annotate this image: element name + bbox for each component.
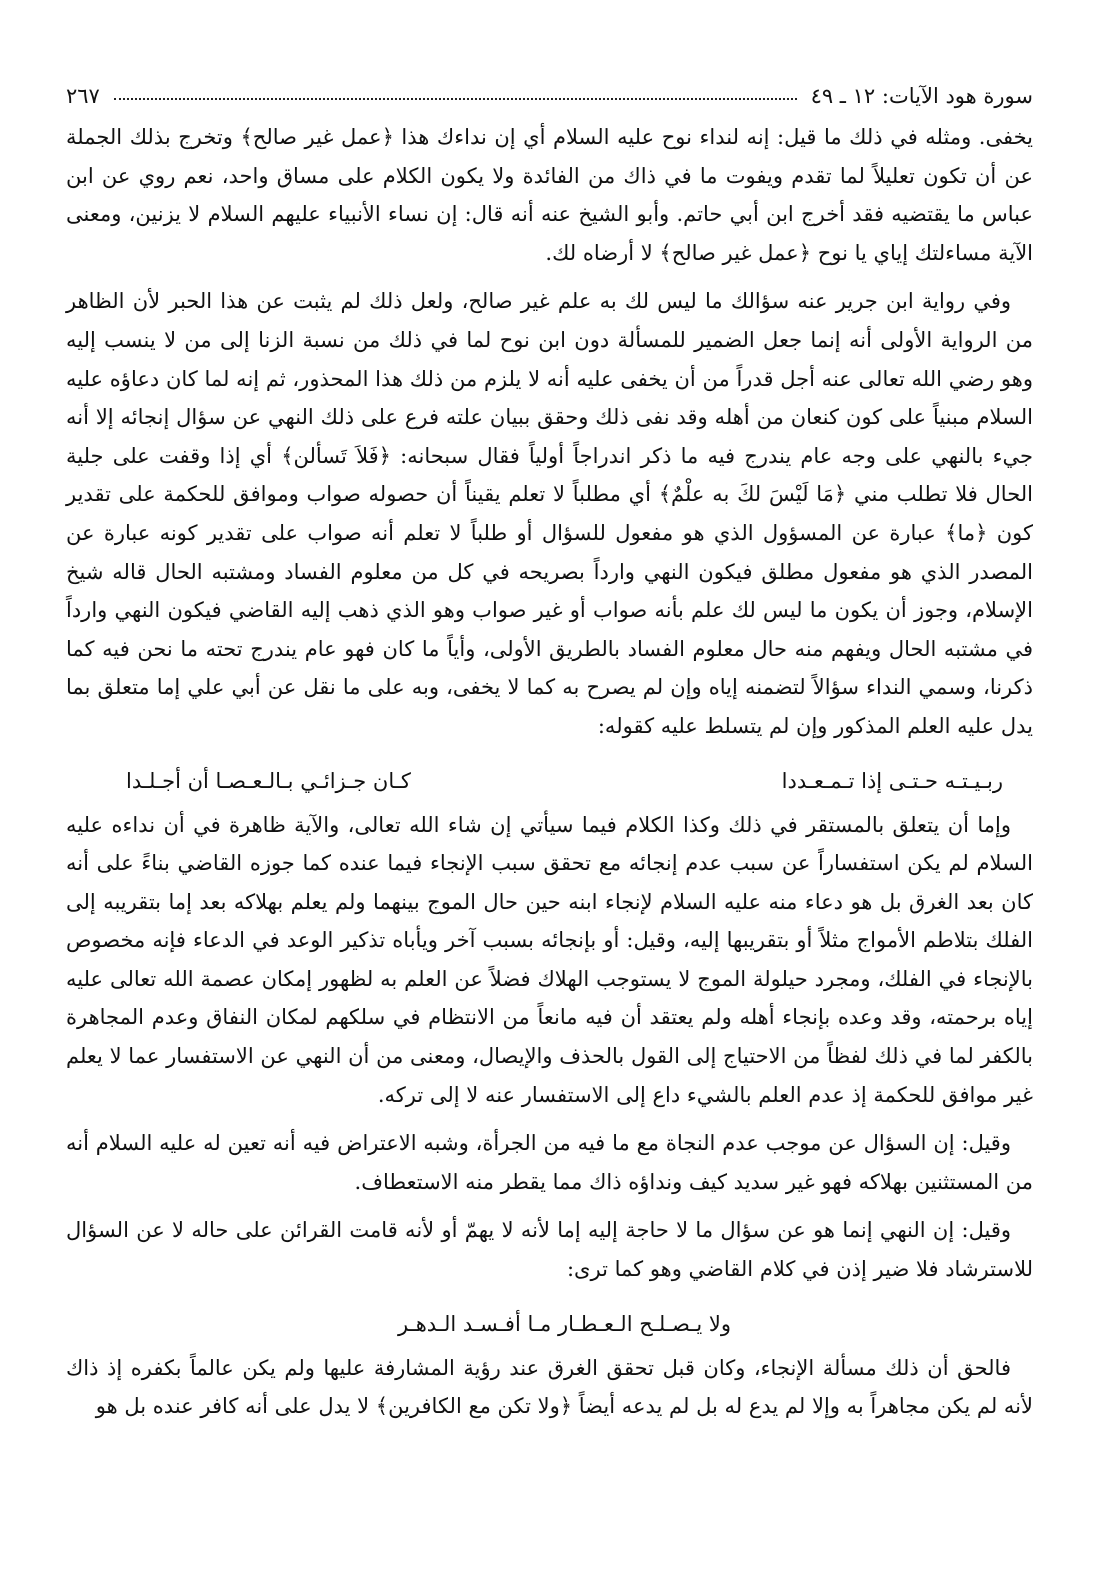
paragraph: وفي رواية ابن جرير عنه سؤالك ما ليس لك به علم غير صالح، ولعل ذلك لم يثبت عن هذا الحبر لأن الظاهر من الرواية الأولى أنه إنما جعل الضمير للمسألة دون ابن نوح لما في ذلك من نسبة الزنا إلى من لا ينسب إليه وهو رضي الله تعالى عنه أجل قدراً من أن يخفى عليه أنه لا يلزم من ذلك هذا المحذور، ثم إنه لما كان دعاؤه عليه السلام مبنياً على كون كنعان من أهله وقد نفى ذلك وحقق ببيان علته فرع على ذلك النهي عن سؤال إنجائه إلا أنه جيء بالنهي على وجه عام يندرج فيه ما ذكر اندراجاً أولياً فقال سبحانه: ﴿فَلاَ تَسألن﴾ أي إذا وقفت على جلية الحال فلا تطلب مني ﴿مَا لَيْسَ لكَ به علْمٌ﴾ أي مطلباً لا تعلم يقيناً أن حصوله صواب وموافق للحكمة على تقدير كون ﴿ما﴾ عبارة عن المسؤول الذي هو مفعول للسؤال أو طلباً لا تعلم أنه صواب على تقدير كونه عبارة عن المصدر الذي هو مفعول مطلق فيكون النهي وارداً بصريحه في كل من معلوم الفساد ومشتبه الحال قاله شيخ الإسلام، وجوز أن يكون ما ليس لك علم بأنه صواب أو غير صواب وهو الذي ذهب إليه القاضي فيكون النهي وارداً في مشتبه الحال ويفهم منه حال معلوم الفساد بالطريق الأولى، وأياً ما كان فهو عام يندرج تحته ما نحن فيه كما ذكرنا، وسمي النداء سؤالاً لتضمنه إياه وإن لم يصرح به كما لا يخفى، وبه على ما نقل عن أبي علي إما متعلق بما يدل عليه العلم المذكور وإن لم يتسلط عليه كقوله: (66, 289, 1033, 738)
header-leader-dots (114, 98, 797, 100)
page-number: ٢٦٧ (66, 84, 100, 108)
verse-line: ولا يـصـلـح الـعـطـار مـا أفـسـد الـدهـر (397, 1311, 732, 1336)
paragraph: وقيل: إن السؤال عن موجب عدم النجاة مع ما فيه من الجرأة، وشبه الاعتراض فيه أنه تعين له عليه السلام أنه من المستثنين بهلاكه فهو غير سديد كيف ونداؤه ذاك مما يقطر منه الاستعطاف. (66, 1131, 1033, 1194)
body-text (66, 118, 1033, 1426)
verse-second-hemistich: كـان جـزائـي بـالـعـصـا أن أجـلـدا (126, 768, 411, 793)
surah-title: سورة هود الآيات: ١٢ ـ ٤٩ (810, 84, 1033, 108)
poetry-verse (66, 1299, 1033, 1349)
paragraph: فالحق أن ذلك مسألة الإنجاء، وكان قبل تحقق الغرق عند رؤية المشارفة عليها ولم يكن عالماً بكفره إذ ذاك لأنه لم يكن مجاهراً به وإلا لم يدع له بل لم يدعه أيضاً ﴿ولا تكن مع الكافرين﴾ لا يدل على أنه كافر عنده بل هو (66, 1355, 1033, 1419)
paragraph: يخفى. ومثله في ذلك ما قيل: إنه لنداء نوح عليه السلام أي إن نداءك هذا ﴿عمل غير صالح﴾ وتخرج بذلك الجملة عن أن تكون تعليلاً لما تقدم ويفوت ما في ذاك من الفائدة ولا يكون الكلام على مساق واحد، نعم روي عن ابن عباس ما يقتضيه فقد أخرج ابن أبي حاتم. وأبو الشيخ عنه أنه قال: إن نساء الأنبياء عليهم السلام لا يزنين، ومعنى الآية مساءلتك إياي يا نوح ﴿عمل غير صالح﴾ لا أرضاه لك. (66, 125, 1033, 265)
verse-first-hemistich: ربـيـتـه حـتـى إذا تـمـعـددا (781, 768, 1003, 793)
running-header (66, 68, 1033, 108)
paragraph: وإما أن يتعلق بالمستقر في ذلك وكذا الكلام فيما سيأتي إن شاء الله تعالى، والآية ظاهرة في أن نداءه عليه السلام لم يكن استفساراً عن سبب عدم إنجائه مع تحقق سبب الإنجاء فيما عنده كما جوزه القاضي بناءً على أنه كان بعد الغرق بل هو دعاء منه عليه السلام لإنجاء ابنه حين حال الموج بينهما ولم يعلم بهلاكه بعد إما بتقريبه إلى الفلك بتلاطم الأمواج مثلاً أو بتقريبها إليه، وقيل: أو بإنجائه بسبب آخر ويأباه تذكير الوعد في الدعاء فإنه مخصوص بالإنجاء في الفلك، ومجرد حيلولة الموج لا يستوجب الهلاك فضلاً عن العلم به لظهور إمكان عصمة الله تعالى عليه إياه برحمته، وقد وعده بإنجاء أهله ولم يعتقد أن فيه مانعاً من الانتظام في سلكهم لمكان النفاق وعدم المجاهرة بالكفر لما في ذلك لفظاً من الاحتياج إلى القول بالحذف والإيصال، ومعنى من أن النهي عن الاستفسار عما لا يعلم غير موافق للحكمة إذ عدم العلم بالشيء داع إلى الاستفسار عنه لا إلى تركه. (66, 812, 1033, 1107)
poetry-verse (66, 756, 1033, 806)
paragraph: وقيل: إن النهي إنما هو عن سؤال ما لا حاجة إليه إما لأنه لا يهمّ أو لأنه قامت القرائن على حاله لا عن السؤال للاسترشاد فلا ضير إذن في كلام القاضي وهو كما ترى: (66, 1218, 1033, 1282)
